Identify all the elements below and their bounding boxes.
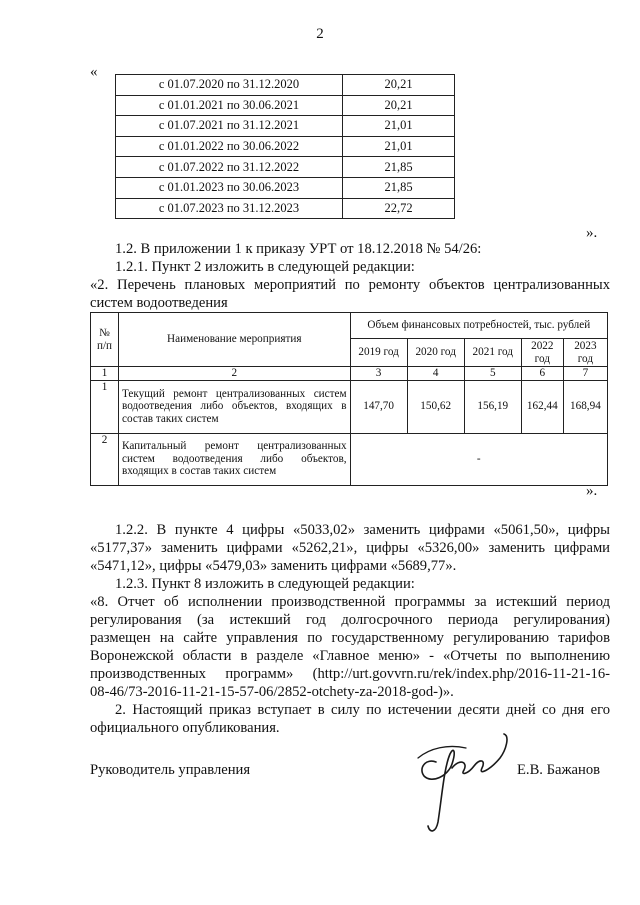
row1-2022: 162,44 [521, 380, 563, 433]
para-2-line-2: официального опубликования. [90, 720, 280, 736]
year-2019: 2019 год [350, 339, 407, 367]
tariff-period: с 01.07.2023 по 31.12.2023 [116, 198, 343, 219]
item-8-line-5: производственных программ» (http://urt.govvrn.ru/rek/index.php/2016-11-21-16- [90, 666, 610, 682]
quote-close-2: ». [586, 483, 598, 499]
tariff-value: 21,85 [343, 177, 455, 198]
year-2020: 2020 год [407, 339, 464, 367]
header-volume: Объем финансовых потребностей, тыс. рублей [350, 313, 607, 339]
page-number: 2 [316, 26, 324, 42]
header-name: Наименование мероприятия [119, 313, 351, 367]
repair-plan-table [90, 312, 608, 486]
row2-num: 2 [91, 433, 119, 485]
row1-2023: 168,94 [563, 380, 607, 433]
tariff-period: с 01.01.2022 по 30.06.2022 [116, 136, 343, 157]
tariff-value: 22,72 [343, 198, 455, 219]
row1-2020: 150,62 [407, 380, 464, 433]
tariff-row [116, 95, 455, 116]
item-8-line-1: «8. Отчет об исполнении производственной программы за истекший период [90, 594, 610, 610]
row1-2019: 147,70 [350, 380, 407, 433]
handwritten-signature [408, 718, 518, 838]
row1-name: Текущий ремонт централизованных систем водоотведения либо объектов, входящих в состав таких систем [119, 380, 351, 433]
colnum-3: 3 [350, 367, 407, 381]
quote-close-1: ». [586, 225, 598, 241]
tariff-value: 21,01 [343, 116, 455, 137]
tariff-row [116, 75, 455, 96]
tariff-value: 20,21 [343, 75, 455, 96]
tariff-period: с 01.07.2021 по 31.12.2021 [116, 116, 343, 137]
row1-2021: 156,19 [464, 380, 521, 433]
header-num: № п/п [91, 313, 119, 367]
tariff-value: 20,21 [343, 95, 455, 116]
colnum-6: 6 [521, 367, 563, 381]
year-2022: 2022 год [521, 339, 563, 367]
item-8-line-2: регулирования (за истекший год долгосрочного периода регулирования) [90, 612, 610, 628]
item-8-line-3: размещен на сайте управления по государственному регулированию тарифов [90, 630, 610, 646]
colnum-2: 2 [119, 367, 351, 381]
tariff-period: с 01.01.2023 по 30.06.2023 [116, 177, 343, 198]
tariff-period: с 01.07.2022 по 31.12.2022 [116, 157, 343, 178]
year-2023: 2023 год [563, 339, 607, 367]
tariff-row [116, 136, 455, 157]
tariff-value: 21,01 [343, 136, 455, 157]
para-1-2-2-line-2: «5177,37» заменить цифрами «5262,21», цифры «5326,00» заменить цифрами [90, 540, 610, 556]
para-1-2: 1.2. В приложении 1 к приказу УРТ от 18.12.2018 № 54/26: [115, 241, 482, 257]
row1-num: 1 [91, 380, 119, 433]
para-1-2-3: 1.2.3. Пункт 8 изложить в следующей редакции: [115, 576, 415, 592]
colnum-5: 5 [464, 367, 521, 381]
tariff-row [116, 157, 455, 178]
tariff-row [116, 177, 455, 198]
tariff-value: 21,85 [343, 157, 455, 178]
row2-dash: - [350, 433, 607, 485]
signer-title: Руководитель управления [90, 762, 251, 778]
colnum-7: 7 [563, 367, 607, 381]
para-1-2-2-line-3: «5471,12», цифры «5479,03» заменить цифрами «5689,77». [90, 558, 457, 574]
tariff-row [116, 198, 455, 219]
row2-name: Капитальный ремонт централизованных систем водоотведения либо объектов, входящих в состав таких систем [119, 433, 351, 485]
tariff-row [116, 116, 455, 137]
quote-open: « [90, 64, 98, 80]
item-8-line-6: 08-46/73-2016-11-21-15-57-06/2852-otchety-za-2018-god-)». [90, 684, 454, 700]
colnum-1: 1 [91, 367, 119, 381]
heading-2-line-1: «2. Перечень плановых мероприятий по ремонту объектов централизованных [90, 277, 610, 293]
colnum-4: 4 [407, 367, 464, 381]
tariff-table [115, 74, 455, 219]
tariff-period: с 01.01.2021 по 30.06.2021 [116, 95, 343, 116]
para-2-line-1: 2. Настоящий приказ вступает в силу по истечении десяти дней со дня его [115, 702, 610, 718]
item-8-line-4: Воронежской области в разделе «Главное меню» - «Отчеты по выполнению [90, 648, 610, 664]
signer-name: Е.В. Бажанов [517, 762, 601, 778]
para-1-2-1: 1.2.1. Пункт 2 изложить в следующей редакции: [115, 259, 415, 275]
year-2021: 2021 год [464, 339, 521, 367]
heading-2-line-2: систем водоотведения [90, 295, 228, 311]
para-1-2-2-line-1: 1.2.2. В пункте 4 цифры «5033,02» заменить цифрами «5061,50», цифры [115, 522, 610, 538]
tariff-period: с 01.07.2020 по 31.12.2020 [116, 75, 343, 96]
